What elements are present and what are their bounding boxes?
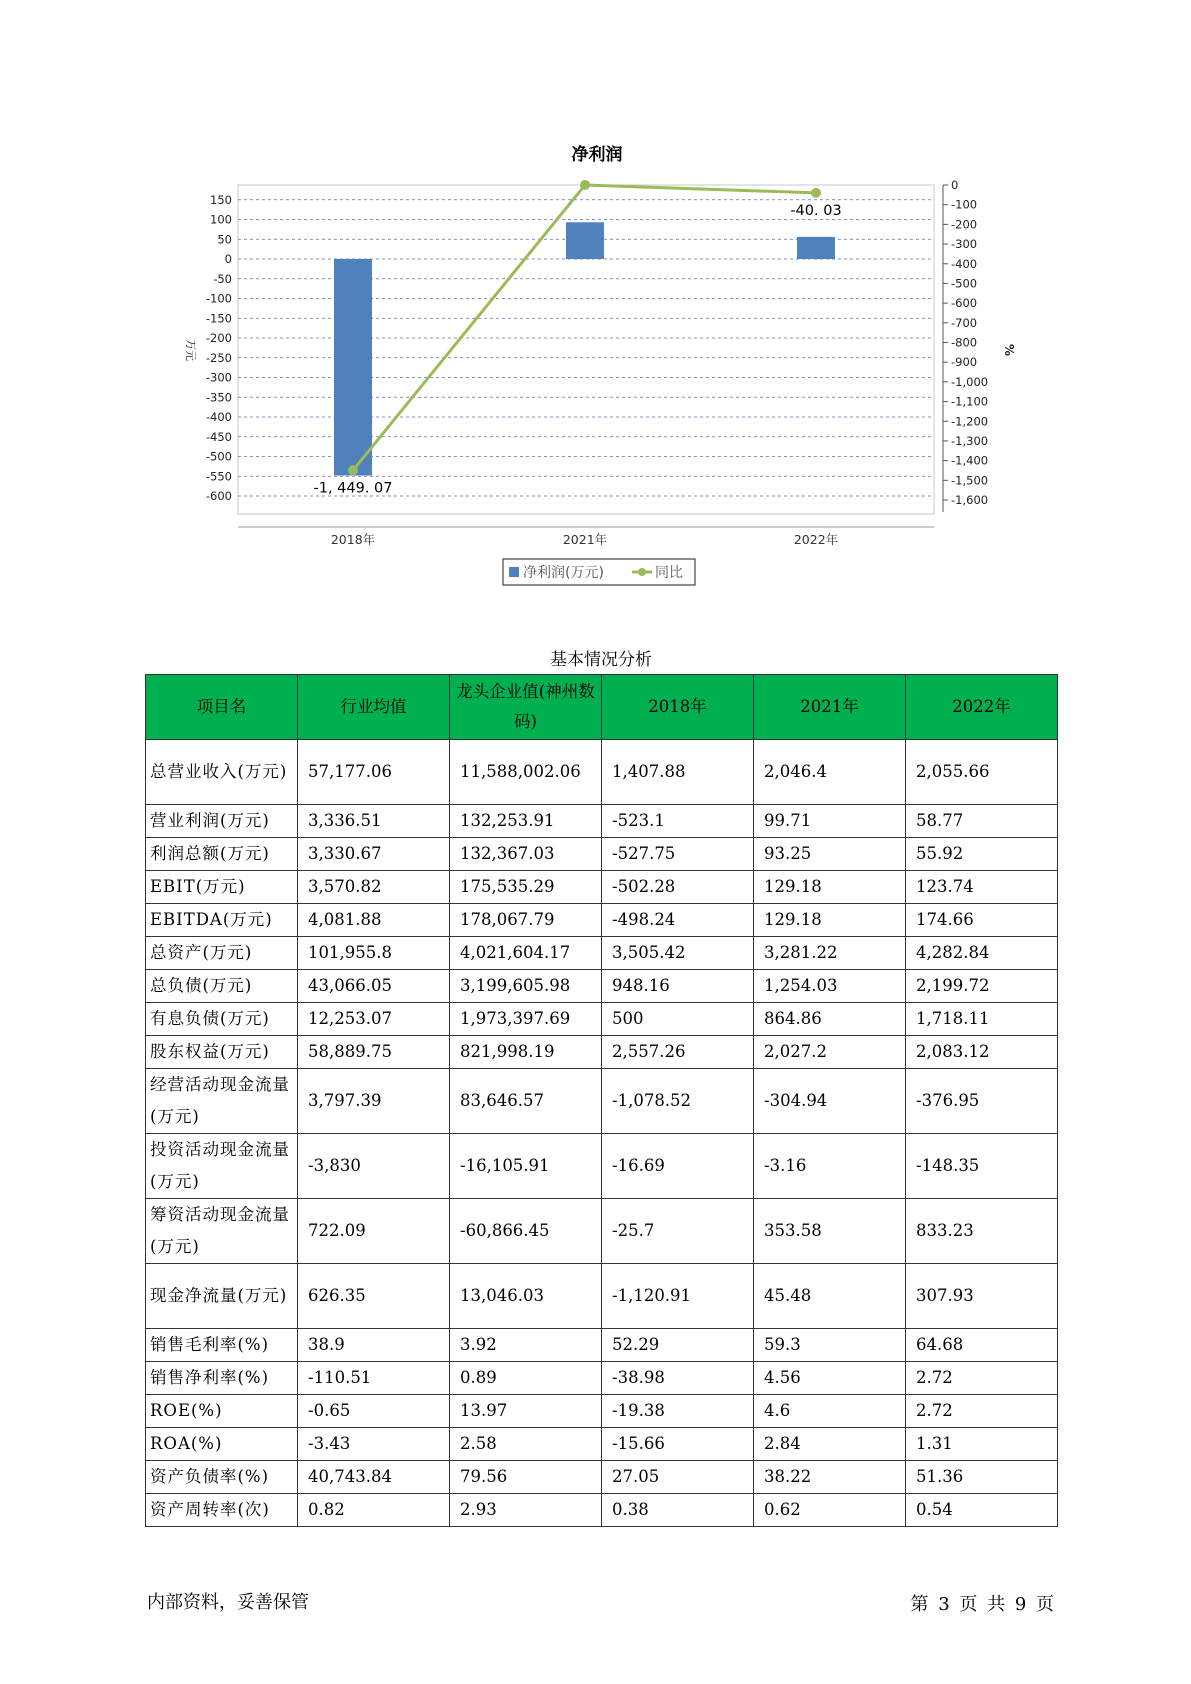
table-cell: 38.22: [754, 1461, 906, 1494]
table-row: [146, 1461, 1058, 1494]
y-tick-label: -200: [205, 331, 232, 345]
table-cell: -110.51: [298, 1362, 450, 1395]
row-label: 总营业收入(万元): [146, 740, 298, 805]
table-cell: -3,830: [298, 1134, 450, 1199]
table-cell: -1,120.91: [602, 1264, 754, 1329]
table-cell: 0.38: [602, 1494, 754, 1527]
y-tick-label: 150: [210, 192, 232, 207]
table-cell: -16,105.91: [450, 1134, 602, 1199]
row-label: ROE(%): [146, 1395, 298, 1428]
table-cell: 129.18: [754, 904, 906, 937]
y2-tick-label: -1,000: [951, 374, 989, 389]
table-row: [146, 1199, 1058, 1264]
table-cell: 4.56: [754, 1362, 906, 1395]
table-cell: 99.71: [754, 805, 906, 838]
bar: [566, 222, 604, 259]
table-cell: 2.84: [754, 1428, 906, 1461]
y2-tick-label: -1,500: [951, 473, 989, 488]
y2-tick-label: -500: [951, 276, 978, 291]
table-cell: -15.66: [602, 1428, 754, 1461]
table-row: [146, 805, 1058, 838]
table-cell: 353.58: [754, 1199, 906, 1264]
header-industry-average: 行业均值: [298, 675, 450, 740]
table-row: [146, 1329, 1058, 1362]
table-cell: 3.92: [450, 1329, 602, 1362]
row-label: 销售毛利率(%): [146, 1329, 298, 1362]
data-label: -40. 03: [790, 202, 842, 219]
bar: [334, 259, 372, 475]
table-cell: 2,027.2: [754, 1036, 906, 1069]
table-cell: 51.36: [906, 1461, 1058, 1494]
yoy-point: [811, 188, 821, 198]
table-cell: 3,505.42: [602, 937, 754, 970]
table-cell: 11,588,002.06: [450, 740, 602, 805]
table-row: [146, 1036, 1058, 1069]
yoy-point: [348, 465, 358, 475]
y-tick-label: -550: [205, 469, 232, 484]
table-cell: 64.68: [906, 1329, 1058, 1362]
x-tick-label: 2022年: [793, 532, 839, 547]
table-cell: -1,078.52: [602, 1069, 754, 1134]
y-tick-label: -300: [205, 370, 232, 385]
table-row: [146, 740, 1058, 805]
table-cell: 4.6: [754, 1395, 906, 1428]
net-profit-chart: [0, 0, 1191, 600]
chart-title: 净利润: [571, 145, 623, 165]
table-cell: 0.82: [298, 1494, 450, 1527]
footer-confidential-note: 内部资料，妥善保管: [147, 1592, 309, 1613]
table-cell: 1,254.03: [754, 970, 906, 1003]
header-2022: 2022年: [906, 675, 1058, 740]
table-row: [146, 1264, 1058, 1329]
table-cell: 79.56: [450, 1461, 602, 1494]
row-label: 有息负债(万元): [146, 1003, 298, 1036]
row-label: 总负债(万元): [146, 970, 298, 1003]
table-cell: 2,046.4: [754, 740, 906, 805]
table-cell: 500: [602, 1003, 754, 1036]
table-caption: 基本情况分析: [550, 650, 652, 670]
y2-tick-label: -900: [951, 355, 978, 370]
table-cell: 1,407.88: [602, 740, 754, 805]
table-cell: 2.72: [906, 1395, 1058, 1428]
y2-tick-label: 0: [951, 178, 959, 192]
row-label: 利润总额(万元): [146, 838, 298, 871]
bar: [797, 237, 835, 259]
table-cell: 1.31: [906, 1428, 1058, 1461]
x-tick-label: 2018年: [330, 532, 376, 547]
table-cell: -3.43: [298, 1428, 450, 1461]
y-tick-label: -500: [205, 449, 232, 464]
table-cell: 3,330.67: [298, 838, 450, 871]
table-row: [146, 1003, 1058, 1036]
table-cell: 58,889.75: [298, 1036, 450, 1069]
table-cell: 3,336.51: [298, 805, 450, 838]
table-row: [146, 838, 1058, 871]
table-cell: 132,367.03: [450, 838, 602, 871]
table-cell: -376.95: [906, 1069, 1058, 1134]
y-tick-label: 100: [210, 212, 232, 227]
table-cell: 38.9: [298, 1329, 450, 1362]
table-cell: 40,743.84: [298, 1461, 450, 1494]
table-cell: 833.23: [906, 1199, 1058, 1264]
table-cell: 0.62: [754, 1494, 906, 1527]
table-row: [146, 1395, 1058, 1428]
row-label: 资产周转率(次): [146, 1494, 298, 1527]
table-cell: -0.65: [298, 1395, 450, 1428]
table-cell: -19.38: [602, 1395, 754, 1428]
row-label: 营业利润(万元): [146, 805, 298, 838]
table-cell: 178,067.79: [450, 904, 602, 937]
table-cell: 626.35: [298, 1264, 450, 1329]
legend-line-marker: [638, 568, 646, 576]
row-label: 总资产(万元): [146, 937, 298, 970]
table-cell: -148.35: [906, 1134, 1058, 1199]
legend-bar-swatch: [509, 567, 519, 577]
table-cell: 1,973,397.69: [450, 1003, 602, 1036]
table-cell: 27.05: [602, 1461, 754, 1494]
table-cell: -38.98: [602, 1362, 754, 1395]
y2-tick-label: -1,300: [951, 433, 989, 448]
table-row: [146, 1362, 1058, 1395]
table-cell: -527.75: [602, 838, 754, 871]
table-cell: 4,021,604.17: [450, 937, 602, 970]
table-cell: -25.7: [602, 1199, 754, 1264]
y2-tick-label: -200: [951, 217, 978, 232]
table-cell: 722.09: [298, 1199, 450, 1264]
table-cell: -523.1: [602, 805, 754, 838]
footer-page-number: 第 3 页 共 9 页: [910, 1594, 1054, 1615]
table-cell: 948.16: [602, 970, 754, 1003]
table-row: [146, 937, 1058, 970]
y2-tick-label: -600: [951, 296, 978, 311]
table-cell: 101,955.8: [298, 937, 450, 970]
table-cell: 174.66: [906, 904, 1058, 937]
table-cell: 123.74: [906, 871, 1058, 904]
table-cell: 175,535.29: [450, 871, 602, 904]
table-cell: -304.94: [754, 1069, 906, 1134]
x-tick-label: 2021年: [562, 532, 608, 547]
y2-tick-label: -700: [951, 315, 978, 330]
table-row: [146, 871, 1058, 904]
legend-label: 同比: [655, 565, 683, 581]
table-cell: 864.86: [754, 1003, 906, 1036]
data-label: -1, 449. 07: [313, 480, 393, 497]
yoy-point: [580, 180, 590, 190]
table-row: [146, 1069, 1058, 1134]
table-cell: 307.93: [906, 1264, 1058, 1329]
legend-label: 净利润(万元): [523, 565, 604, 581]
header-2021: 2021年: [754, 675, 906, 740]
table-row: [146, 904, 1058, 937]
table-cell: 2.93: [450, 1494, 602, 1527]
row-label: EBIT(万元): [146, 871, 298, 904]
y2-tick-label: -1,200: [951, 414, 989, 429]
row-label: 经营活动现金流量(万元): [146, 1069, 298, 1134]
table-cell: -3.16: [754, 1134, 906, 1199]
table-cell: 58.77: [906, 805, 1058, 838]
table-cell: 1,718.11: [906, 1003, 1058, 1036]
row-label: 筹资活动现金流量(万元): [146, 1199, 298, 1264]
table-cell: 13,046.03: [450, 1264, 602, 1329]
table-cell: 4,081.88: [298, 904, 450, 937]
table-cell: 129.18: [754, 871, 906, 904]
y2-axis-title: %: [1002, 343, 1016, 357]
table-cell: 3,570.82: [298, 871, 450, 904]
table-cell: 13.97: [450, 1395, 602, 1428]
table-cell: 2,199.72: [906, 970, 1058, 1003]
y2-tick-label: -1,400: [951, 453, 989, 468]
row-label: 销售净利率(%): [146, 1362, 298, 1395]
table-cell: 0.89: [450, 1362, 602, 1395]
table-cell: -60,866.45: [450, 1199, 602, 1264]
header-leader-value: 龙头企业值(神州数码): [450, 675, 602, 740]
table-cell: 2,557.26: [602, 1036, 754, 1069]
y-tick-label: 50: [217, 232, 232, 247]
table-cell: 3,281.22: [754, 937, 906, 970]
table-cell: 4,282.84: [906, 937, 1058, 970]
row-label: EBITDA(万元): [146, 904, 298, 937]
y2-tick-label: -400: [951, 256, 978, 271]
table-cell: 132,253.91: [450, 805, 602, 838]
y-tick-label: 0: [224, 252, 232, 266]
table-cell: 2.58: [450, 1428, 602, 1461]
y-tick-label: -350: [205, 390, 232, 405]
basic-analysis-table: [145, 674, 1058, 1527]
table-cell: 2.72: [906, 1362, 1058, 1395]
table-row: [146, 1428, 1058, 1461]
table-cell: 2,055.66: [906, 740, 1058, 805]
table-cell: -502.28: [602, 871, 754, 904]
table-cell: 45.48: [754, 1264, 906, 1329]
row-label: ROA(%): [146, 1428, 298, 1461]
table-row: [146, 970, 1058, 1003]
row-label: 资产负债率(%): [146, 1461, 298, 1494]
table-cell: 2,083.12: [906, 1036, 1058, 1069]
table-cell: 12,253.07: [298, 1003, 450, 1036]
y2-tick-label: -800: [951, 335, 978, 350]
row-label: 股东权益(万元): [146, 1036, 298, 1069]
table-cell: 43,066.05: [298, 970, 450, 1003]
table-cell: 83,646.57: [450, 1069, 602, 1134]
table-cell: -498.24: [602, 904, 754, 937]
header-2018: 2018年: [602, 675, 754, 740]
table-row: [146, 1494, 1058, 1527]
y2-tick-label: -300: [951, 237, 978, 252]
y-axis-title: 万元: [184, 339, 197, 361]
row-label: 现金净流量(万元): [146, 1264, 298, 1329]
y-tick-label: -400: [205, 410, 232, 424]
table-cell: 821,998.19: [450, 1036, 602, 1069]
table-cell: 59.3: [754, 1329, 906, 1362]
table-cell: 93.25: [754, 838, 906, 871]
y-tick-label: -600: [205, 489, 232, 503]
table-row: [146, 1134, 1058, 1199]
y-tick-label: -250: [205, 350, 232, 365]
table-cell: 57,177.06: [298, 740, 450, 805]
table-cell: 52.29: [602, 1329, 754, 1362]
table-cell: 3,199,605.98: [450, 970, 602, 1003]
y2-tick-label: -1,600: [951, 493, 989, 507]
y-tick-label: -100: [205, 291, 232, 306]
table-cell: 0.54: [906, 1494, 1058, 1527]
table-cell: 55.92: [906, 838, 1058, 871]
header-item-name: 项目名: [146, 675, 298, 740]
y-tick-label: -450: [205, 429, 232, 444]
table-cell: 3,797.39: [298, 1069, 450, 1134]
table-header-row: [146, 675, 1058, 740]
y2-tick-label: -100: [951, 197, 978, 212]
table-cell: -16.69: [602, 1134, 754, 1199]
y2-tick-label: -1,100: [951, 394, 989, 409]
y-tick-label: -150: [205, 311, 232, 326]
y-tick-label: -50: [213, 271, 232, 286]
row-label: 投资活动现金流量(万元): [146, 1134, 298, 1199]
